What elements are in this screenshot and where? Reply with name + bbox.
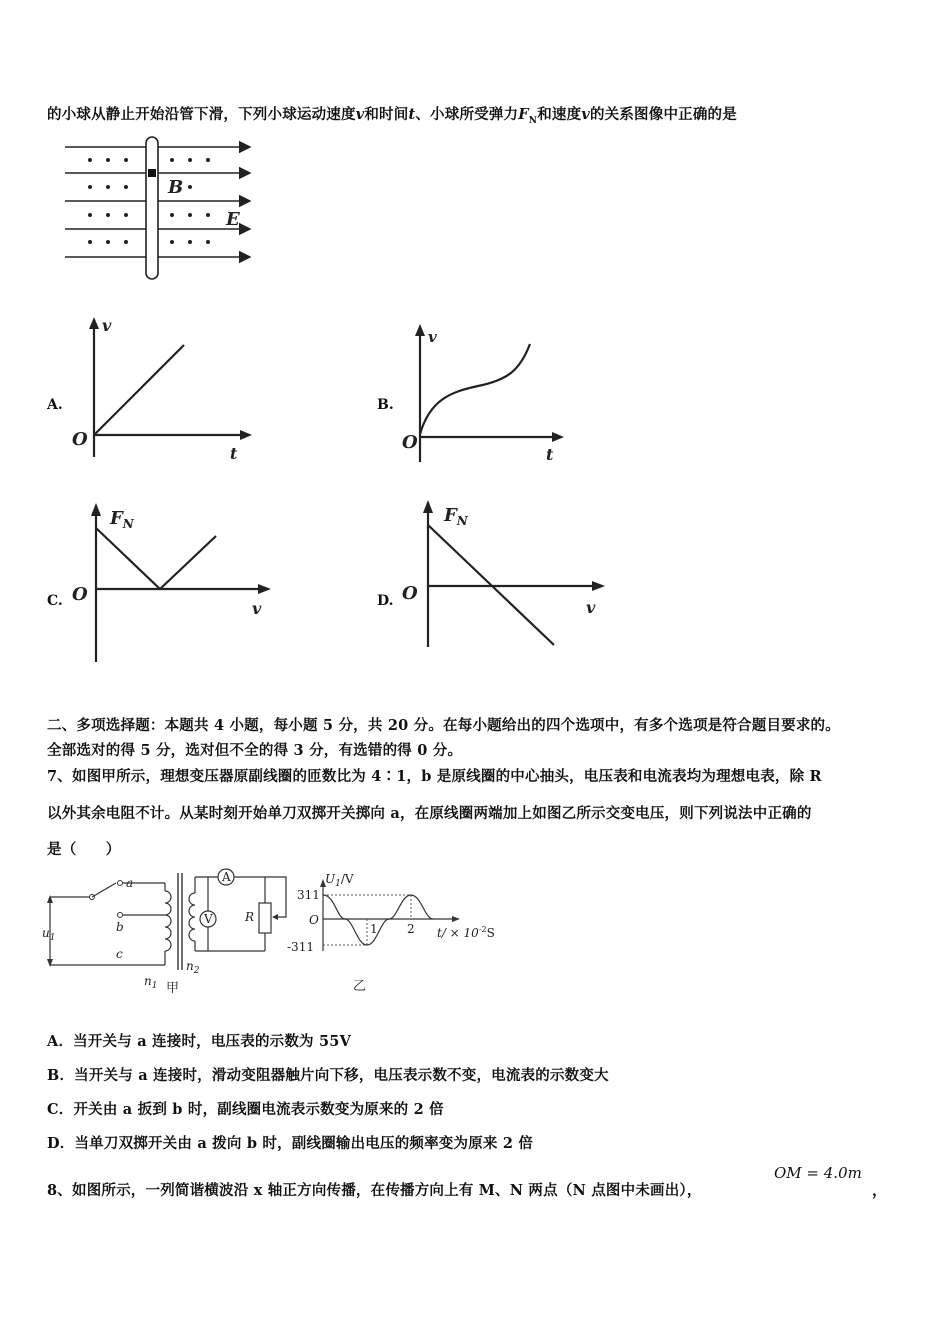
- q7-line2: 以外其余电阻不计。从某时刻开始单刀双掷开关掷向 a，在原线圈两端加上如图乙所示交变电压，则下列说法中正确的: [47, 805, 812, 822]
- n1-label: $n_1$: [144, 974, 158, 991]
- q7-line1: 7、如图甲所示，理想变压器原副线圈的匝数比为 4∶1，b 是原线圈的中心抽头，电压表和电流表均为理想电表，除 R: [47, 768, 822, 785]
- secondary-coil: [189, 893, 195, 941]
- yi-ymax: 311: [297, 888, 320, 902]
- yi-xlabel: $t/ \times 10^{-2}S$: [437, 925, 495, 940]
- ammeter-label: A: [222, 870, 231, 884]
- intro-text-1: 的小球从静止开始沿管下滑，下列小球运动速度: [47, 106, 356, 123]
- yi-tick-1: 1: [370, 922, 378, 936]
- graph-a-line: [94, 345, 184, 435]
- label-b: B: [168, 177, 184, 198]
- graph-c-line: [96, 528, 216, 589]
- graph-c-xlabel: v: [252, 599, 262, 618]
- intro-text-4: 和速度: [537, 106, 582, 123]
- graph-b-ylabel: v: [428, 328, 437, 346]
- graph-c-ylabel: $F_N$: [110, 508, 134, 531]
- yi-origin: O: [309, 913, 319, 927]
- graph-a: [70, 315, 260, 465]
- u1-label: $u_1$: [42, 926, 56, 943]
- voltmeter-label: V: [204, 912, 213, 926]
- graph-b-curve: [420, 344, 530, 434]
- graph-b-xlabel: t: [546, 445, 554, 464]
- terminal-c: c: [116, 947, 123, 961]
- figure-jia-circuit: [40, 865, 300, 995]
- small-ball: [148, 169, 156, 177]
- terminal-b: b: [116, 920, 124, 934]
- yi-tick-2: 2: [407, 922, 415, 936]
- var-fn-sub: N: [528, 115, 538, 126]
- graph-d-origin: O: [402, 583, 418, 604]
- intro-line: [47, 103, 737, 126]
- resistor-label: R: [245, 910, 255, 924]
- q7-option-b: B．当开关与 a 连接时，滑动变阻器触片向下移，电压表示数不变，电流表的示数变大: [47, 1067, 609, 1084]
- option-a-label: A.: [47, 397, 63, 413]
- sine-curve: [323, 895, 433, 945]
- label-e: E: [226, 209, 240, 230]
- q7-line3: 是（ ）: [47, 841, 121, 858]
- var-v-2: v: [581, 106, 590, 123]
- graph-c: [70, 500, 290, 665]
- option-b-label: B.: [377, 397, 394, 413]
- yi-ylabel: $U_1/V$: [325, 872, 354, 889]
- section2-line2: 全部选对的得 5 分，选对但不全的得 3 分，有选错的得 0 分。: [47, 742, 463, 759]
- primary-coil: [165, 891, 171, 951]
- option-d-label: D.: [377, 593, 394, 609]
- intro-text-2: 和时间: [364, 106, 409, 123]
- intro-text-3: 、小球所受弹力: [415, 106, 519, 123]
- var-fn: F: [518, 106, 529, 123]
- caption-yi: 乙: [353, 979, 367, 994]
- q8-comma: ，: [872, 1181, 888, 1199]
- terminal-a: a: [126, 876, 134, 890]
- graph-d-ylabel: $F_N$: [444, 505, 468, 528]
- var-v: v: [355, 106, 365, 123]
- option-c-label: C.: [47, 593, 63, 609]
- graph-a-origin: O: [72, 429, 88, 450]
- q7-option-a: A．当开关与 a 连接时，电压表的示数为 55V: [47, 1033, 352, 1050]
- caption-jia: 甲: [166, 981, 180, 996]
- graph-b: [400, 322, 580, 467]
- graph-d-xlabel: v: [586, 598, 596, 617]
- q7-option-c: C．开关由 a 扳到 b 时，副线圈电流表示数变为原来的 2 倍: [47, 1101, 444, 1118]
- intro-text-5: 的关系图像中正确的是: [589, 106, 737, 123]
- section2-line1: 二、多项选择题：本题共 4 小题，每小题 5 分，共 20 分。在每小题给出的四个选项中，有多个选项是符合题目要求的。: [47, 717, 840, 734]
- graph-a-xlabel: t: [230, 444, 238, 463]
- yi-ymin: -311: [287, 940, 314, 954]
- n2-label: $n_2$: [186, 959, 200, 976]
- var-t: t: [408, 106, 416, 123]
- switch-blade: [92, 883, 116, 897]
- glass-tube: [146, 137, 158, 279]
- graph-c-origin: O: [72, 584, 88, 605]
- field-figure: [60, 135, 270, 285]
- figure-yi-wave: [285, 865, 515, 995]
- graph-b-origin: O: [402, 432, 418, 453]
- graph-a-ylabel: v: [102, 316, 112, 335]
- q8-line1: 8、如图所示，一列简谐横波沿 x 轴正方向传播，在传播方向上有 M、N 两点（N 点图中未画出），: [47, 1182, 702, 1199]
- graph-d: [400, 497, 620, 657]
- q7-option-d: D．当单刀双掷开关由 a 拨向 b 时，副线圈输出电压的频率变为原来 2 倍: [47, 1135, 534, 1152]
- q8-formula: OM = 4.0m: [774, 1164, 862, 1182]
